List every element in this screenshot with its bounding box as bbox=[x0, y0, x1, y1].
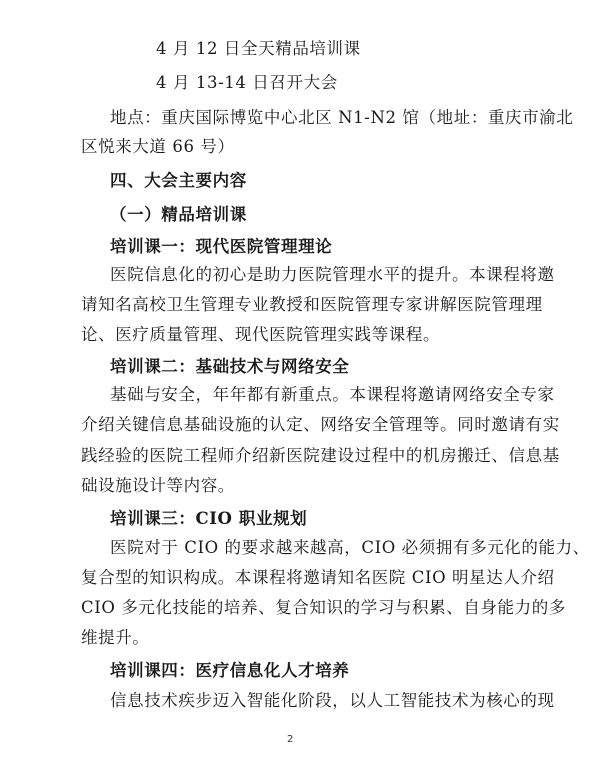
course-3-title: 培训课三：CIO 职业规划 bbox=[110, 509, 308, 528]
course-2-title: 培训课二：基础技术与网络安全 bbox=[110, 357, 350, 376]
course-3-line-3: CIO 多元化技能的培养、复合知识的学习与积累、自身能力的多 bbox=[81, 598, 566, 617]
venue-line-1: 地点：重庆国际博览中心北区 N1-N2 馆（地址：重庆市渝北 bbox=[110, 108, 574, 127]
course-1-line-3: 论、医疗质量管理、现代医院管理实践等课程。 bbox=[81, 325, 441, 344]
subsection-heading: （一）精品培训课 bbox=[110, 205, 247, 224]
course-1-line-2: 请知名高校卫生管理专业教授和医院管理专家讲解医院管理理 bbox=[81, 295, 543, 314]
course-2-line-4: 础设施设计等内容。 bbox=[81, 476, 235, 495]
course-2-line-2: 介绍关键信息基础设施的认定、网络安全管理等。同时邀请有实 bbox=[81, 415, 560, 434]
course-3-line-2: 复合型的知识构成。本课程将邀请知名医院 CIO 明星达人介绍 bbox=[81, 568, 555, 587]
course-3-line-1: 医院对于 CIO 的要求越来越高，CIO 必须拥有多元化的能力、 bbox=[110, 538, 590, 557]
schedule-line-1: 4 月 12 日全天精品培训课 bbox=[156, 39, 361, 58]
venue-line-2: 区悦来大道 66 号） bbox=[81, 137, 235, 156]
section-heading: 四、大会主要内容 bbox=[110, 171, 247, 190]
course-3-line-4: 维提升。 bbox=[81, 628, 150, 647]
page-number: 2 bbox=[287, 734, 294, 745]
course-4-line-1: 信息技术疾步迈入智能化阶段，以人工智能技术为核心的现 bbox=[110, 691, 555, 710]
course-2-line-3: 践经验的医院工程师介绍新医院建设过程中的机房搬迁、信息基 bbox=[81, 446, 560, 465]
course-2-line-1: 基础与安全，年年都有新重点。本课程将邀请网络安全专家 bbox=[110, 385, 555, 404]
course-1-title: 培训课一：现代医院管理理论 bbox=[110, 237, 333, 256]
course-4-title: 培训课四：医疗信息化人才培养 bbox=[110, 661, 350, 680]
schedule-line-2: 4 月 13-14 日召开大会 bbox=[156, 73, 338, 92]
course-1-line-1: 医院信息化的初心是助力医院管理水平的提升。本课程将邀 bbox=[110, 265, 555, 284]
